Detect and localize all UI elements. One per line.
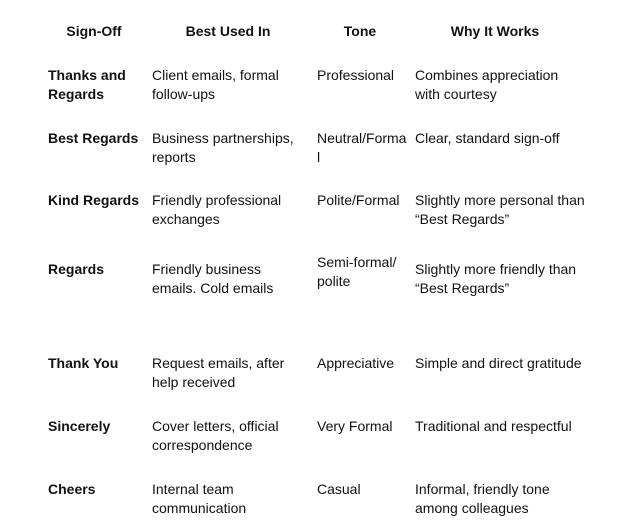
best-used-in-cell: Business partnerships, reports [152, 130, 294, 165]
header-best-used-in: Best Used In [185, 23, 271, 39]
header-sign-off: Sign-Off [66, 23, 122, 39]
sign-off-cell: Cheers [48, 481, 96, 497]
best-used-in-cell: Cover letters, official correspondence [152, 418, 279, 453]
why-it-works-cell: Traditional and respectful [415, 418, 572, 434]
why-it-works-cell: Slightly more personal than “Best Regards” [415, 192, 585, 227]
header-tone: Tone [343, 23, 377, 39]
tone-cell: Semi-formal/ polite [317, 254, 397, 289]
sign-off-cell: Best Regards [48, 130, 139, 146]
sign-off-cell: Regards [48, 261, 105, 277]
best-used-in-cell: Request emails, after help received [152, 355, 285, 390]
best-used-in-cell: Internal team communication [152, 481, 247, 516]
sign-off-cell: Thanks and Regards [48, 67, 126, 102]
tone-cell: Casual [317, 481, 361, 497]
best-used-in-cell: Friendly business emails. Cold emails [152, 261, 274, 296]
why-it-works-cell: Clear, standard sign-off [415, 130, 560, 146]
sign-off-cell: Sincerely [48, 418, 111, 434]
tone-cell: Very Formal [317, 418, 393, 434]
sign-off-cell: Thank You [48, 355, 119, 371]
why-it-works-cell: Slightly more friendly than “Best Regards” [415, 261, 577, 296]
best-used-in-cell: Client emails, formal follow-ups [152, 67, 279, 102]
tone-cell: Appreciative [317, 355, 395, 371]
sign-off-cell: Kind Regards [48, 192, 140, 208]
tone-cell: Neutral/Formal [317, 130, 407, 165]
tone-cell: Polite/Formal [317, 192, 400, 208]
why-it-works-cell: Informal, friendly tone among colleagues [415, 481, 550, 516]
why-it-works-cell: Combines appreciation with courtesy [415, 67, 559, 102]
header-why-it-works: Why It Works [450, 23, 540, 39]
best-used-in-cell: Friendly professional exchanges [152, 192, 282, 227]
why-it-works-cell: Simple and direct gratitude [415, 355, 582, 371]
tone-cell: Professional [317, 67, 395, 83]
